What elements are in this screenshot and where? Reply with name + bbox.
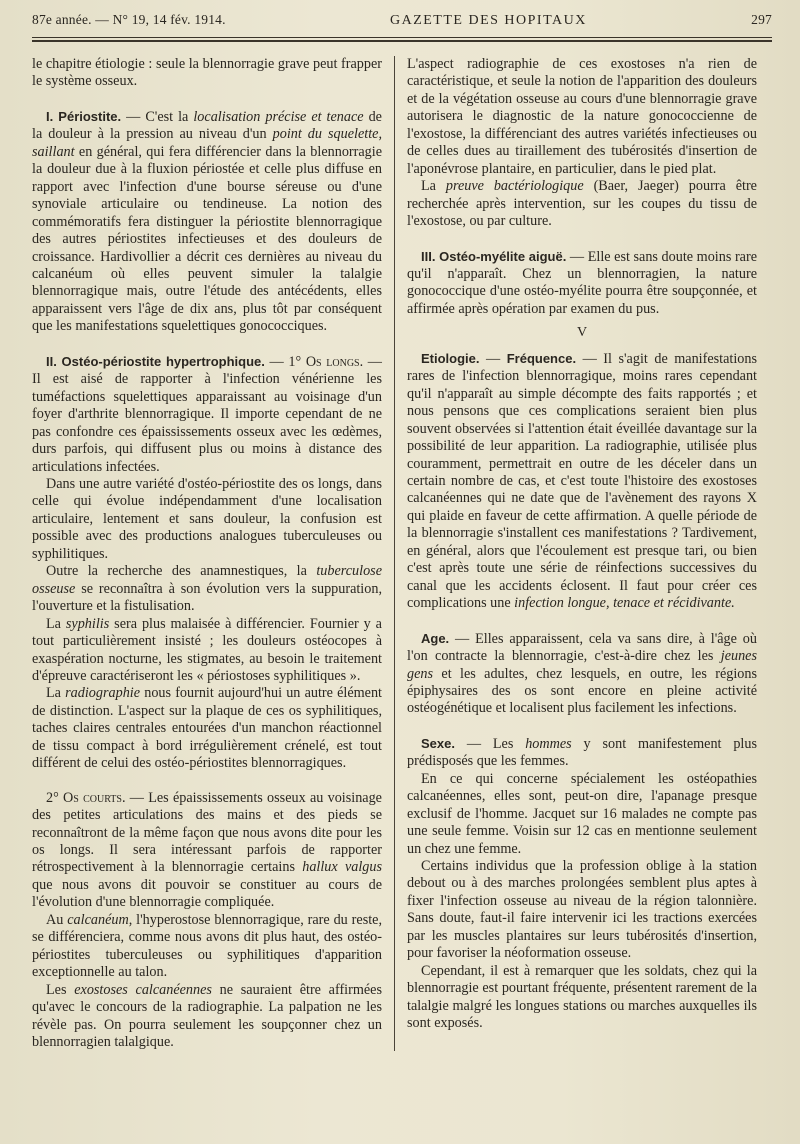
paragraph-osteo-myelite: III. Ostéo-myélite aiguë. — Elle est sans doute moins rare qu'il n'apparaît. Chez un blennorragien, la nature gonococcique d'une ostéo-myélite pourra être soupçonnée, et affirmée après opération par examen du pus. [407,248,757,317]
left-column [32,56,382,1051]
section-heading: Age. [421,630,450,646]
section-heading: I. Périostite. [46,108,122,124]
two-column-body [32,56,772,1051]
paragraph-os-courts: 2° Os courts. — Les épaississements osseux au voisinage des petites articulations des mains et des pieds se reconnaîtront de la même façon que nous avons dite pour les os longs. Il sera intéressant parfois de rapporter rétrospectivement à la blennorragie certains hallux valgus que nous avons dit pouvoir se constituer au cours de l'évolution d'une blennorragie compliquée. [32,789,382,911]
paragraph: En ce qui concerne spécialement les ostéopathies calcanéennes, elles sont, peut-on dire, l'apanage presque exclusif de l'homme. Jacquet sur 16 malades ne compte pas une seule femme. Voisin sur 12 cas en mentionne seulement un chez une femme. [407,770,757,857]
section-heading: II. Ostéo-périostite hypertrophique. [46,353,265,369]
header-rule-thick [32,40,772,42]
journal-title: GAZETTE DES HOPITAUX [389,13,587,28]
issue-info: 87e année. — N° 19, 14 fév. 1914. [32,12,226,27]
paragraph-age: Age. — Elles apparaissent, cela va sans dire, à l'âge où l'on contracte la blennorragie, c'est-à-dire chez les jeunes gens et les adultes, chez lesquels, en outre, les régions épiphysaires des os sont encore en pleine activité ostéogénétique et localisent plus facilement les infections. [407,630,757,717]
paragraph: La preuve bactériologique (Baer, Jaeger) pourra être recherchée après intervention, sur les coupes du tissu de l'exostose, ou par culture. [407,178,757,230]
paragraph-periostite: I. Périostite. — C'est la localisation précise et tenace de la douleur à la pression au niveau d'un point du squelette, saillant en général, qui fera différencier dans la blennorragie la douleur due à la fluxion périostée et celle plus diffuse en rapport avec l'infection d'une bourse séreuse ou d'une synoviale articulaire ou tendineuse. La notion des commémoratifs fera distinguer la périostite blennorragique des autres périostites infectieuses et des douleurs de croissance. Hardivollier a décrit ces dernières au niveau du calcanéum où elles peuvent simuler la talalgie blennorragique mais, outre l'étude des antécédents, elles apparaissent vers l'âge de dix ans, plus tôt par conséquent que les manifestations squelettiques gonococciques. [32,108,382,335]
paragraph-sexe: Sexe. — Les hommes y sont manifestement plus prédisposés que les femmes. [407,735,757,770]
subsection-heading: Fréquence. [506,350,577,366]
paragraph: L'aspect radiographie de ces exostoses n'a rien de caractéristique, et seule la notion de l'apparition des douleurs et de la végétation osseuse au cours d'une blennorragie grave autorisera le diagnostic de la nature gonococcienne de l'exostose, la différenciant des autres variétés infectieuses ou de celles dues au tiraillement des tubérosités d'insertion de l'aponévrose plantaire, en particulier, dans le pied plat. [407,56,757,177]
paragraph: Les exostoses calcanéennes ne sauraient être affirmées qu'avec le concours de la radiographie. La palpation ne les révèle pas. On pourra seulement les soupçonner chez un blennorragien talalgique. [32,981,382,1051]
paragraph: Outre la recherche des anamnestiques, la tuberculose osseuse se reconnaîtra à son évolution vers la suppuration, l'ouverture et la fistulisation. [32,563,382,615]
running-header [32,12,772,34]
page-number: 297 [751,12,772,27]
paragraph-etiologie: Etiologie. — Fréquence. — Il s'agit de manifestations rares de l'infection blennorragique, moins rares cependant qu'il n'apparaît au simple décompte des faits rapportés ; et nous pensons que ces complications seraient bien plus souvent observées si l'attention était éveillée davantage sur la possibilité de leur apparition. La radiographie, utilisée plus couramment, permettrait en outre de les déceler dans un certain nombre de cas, et c'est toute l'histoire des exostoses calcanéennes qui ne date que de l'avènement des rayons X qui plaide en faveur de cette affirmation. A quelle période de la blennorragie s'installent ces manifestations ? Tardivement, en général, alors que l'écoulement est presque tari, ou bien c'est après toute une série de réinfections successives du canal que les accidents éclosent. Il faut pour créer ces complications une infection longue, tenace et récidivante. [407,350,757,612]
paragraph: Cependant, il est à remarquer que les soldats, chez qui la blennorragie est pourtant fréquente, présentent rarement de la talalgie malgré les longues stations ou marches auxquelles ils sont exposés. [407,962,757,1032]
header-rule [32,37,772,38]
section-heading: Sexe. [421,735,455,751]
section-heading: III. Ostéo-myélite aiguë. [421,248,567,264]
paragraph: La radiographie nous fournit aujourd'hui un autre élément de distinction. L'aspect sur la plaque de ces os syphilitiques, taches claires centrales entourées d'un manchon réactionnel de tissu compact à bord irrégulièrement crénelé, est tout différent de celui des ostéo-périostites blennorragiques. [32,685,383,772]
right-column [407,56,757,1051]
paragraph: Dans une autre variété d'ostéo-périostite des os longs, dans celle qui évolue indépendamment d'une localisation articulaire, lentement et sans douleur, la confusion est possible avec des productions analogues tuberculeuses ou syphilitiques. [32,475,382,562]
paragraph-osteo-periostite: II. Ostéo-périostite hypertrophique. — 1° Os longs. — Il est aisé de rapporter à l'infection vénérienne les tuméfactions squelettiques apparaissant au voisinage d'un foyer d'arthrite blennorragique. Il importe cependant de ne pas confondre ces épaississements osseux avec les œdèmes, durs parfois, qui diffusent plus ou moins à distance des articulations infectées. [32,353,382,475]
section-heading: Etiologie. [421,350,480,366]
paragraph: le chapitre étiologie : seule la blennorragie grave peut frapper le système osseux. [32,56,382,90]
paragraph: Au calcanéum, l'hyperostose blennorragique, rare du reste, se différenciera, comme nous avons dit plus haut, des ostéo-périostites tuberculeuses ou syphilitiques d'apparition exceptionnelle au talon. [32,911,383,981]
column-divider [394,56,395,1051]
section-number: V [576,325,588,341]
paragraph: La syphilis sera plus malaisée à différencier. Fournier y a tout particulièrement insisté ; les douleurs ostéocopes à exaspération nocturne, les stigmates, au besoin le traitement d'épreuve caractériseront les « périostoses syphilitiques ». [32,615,382,684]
paragraph: Certains individus que la profession oblige à la station debout ou à des marches prolongées semblent plus aptes à fixer l'infection osseuse au niveau de la région talonnière. Sans doute, faut-il faire intervenir ici les tractions exercées par les muscles plantaires sur leurs tubérosités d'insertion, pour favoriser la néoformation osseuse. [407,858,757,962]
